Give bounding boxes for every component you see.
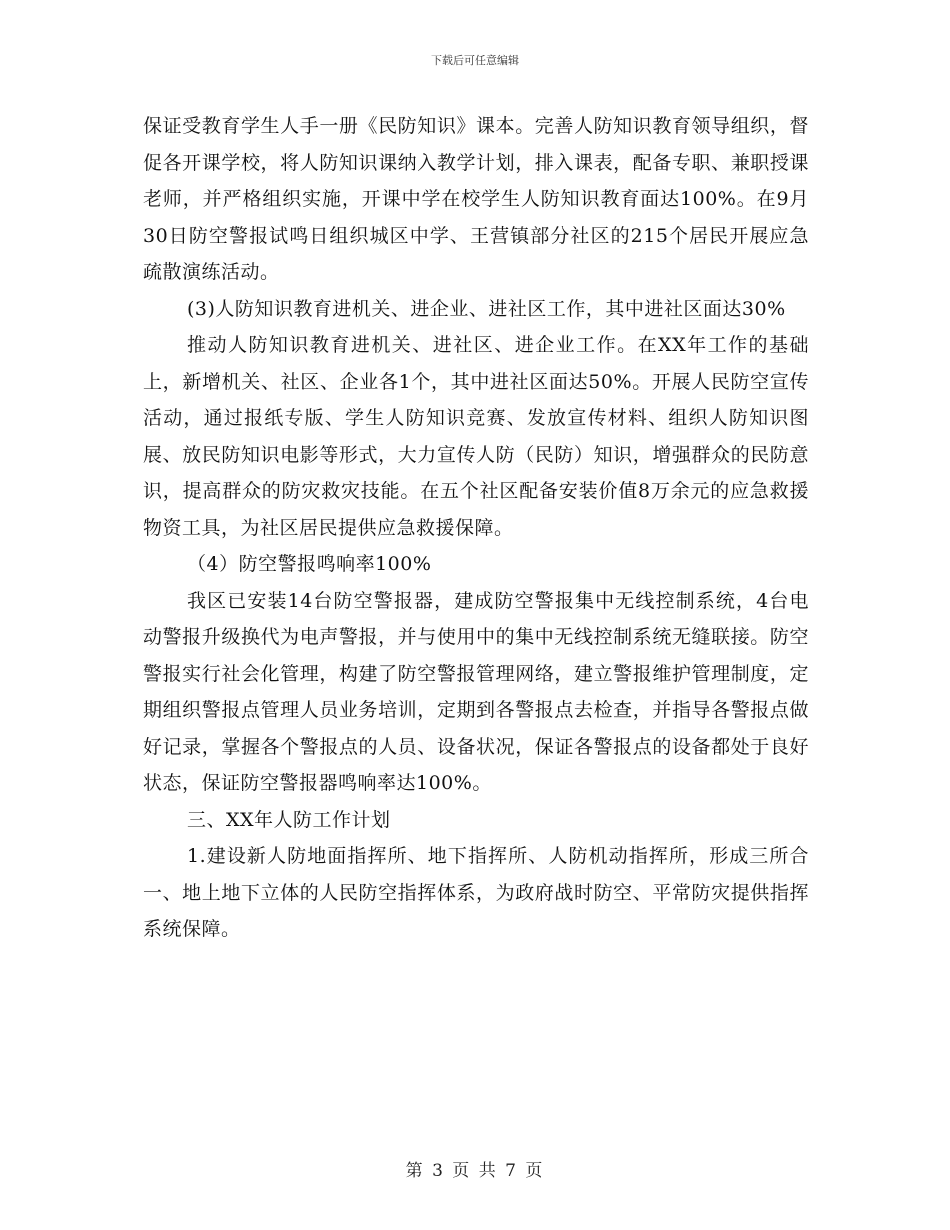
paragraph: 我区已安装14台防空警报器，建成防空警报集中无线控制系统，4台电动警报升级换代为电声警报，并与使用中的集中无线控制系统无缝联接。防空警报实行社会化管理，构建了防空警报管理网络，建立警报维护管理制度，定期组织警报点管理人员业务培训，定期到各警报点去检查，并指导各警报点做好记录，掌握各个警报点的人员、设备状况，保证各警报点的设备都处于良好状态，保证防空警报器鸣响率达100%。: [143, 589, 809, 794]
page-header-note: 下载后可任意编辑: [431, 54, 519, 67]
paragraph: 保证受教育学生人手一册《民防知识》课本。完善人防知识教育领导组织，督促各开课学校，将人防知识课纳入教学计划，排入课表，配备专职、兼职授课老师，并严格组织实施，开课中学在校学生人防知识教育面达100%。在9月30日防空警报试鸣日组织城区中学、王营镇部分社区的215个居民开展应急疏散演练活动。: [143, 115, 809, 283]
page-number: 第 3 页 共 7 页: [405, 1161, 545, 1181]
section-heading: 三、XX年人防工作计划: [187, 808, 391, 831]
paragraph: (3)人防知识教育进机关、进企业、进社区工作，其中进社区面达30%: [187, 297, 786, 320]
paragraph: 1.建设新人防地面指挥所、地下指挥所、人防机动指挥所，形成三所合一、地上地下立体的人民防空指挥体系，为政府战时防空、平常防灾提供指挥系统保障。: [143, 845, 809, 940]
document-body: [143, 108, 809, 948]
paragraph: 推动人防知识教育进机关、进社区、进企业工作。在XX年工作的基础上，新增机关、社区、企业各1个，其中进社区面达50%。开展人民防空宣传活动，通过报纸专版、学生人防知识竞赛、发放宣传材料、组织人防知识图展、放民防知识电影等形式，大力宣传人防（民防）知识，增强群众的民防意识，提高群众的防灾救灾技能。在五个社区配备安装价值8万余元的应急救援物资工具，为社区居民提供应急救援保障。: [143, 334, 809, 539]
paragraph: （4）防空警报鸣响率100%: [187, 553, 432, 575]
